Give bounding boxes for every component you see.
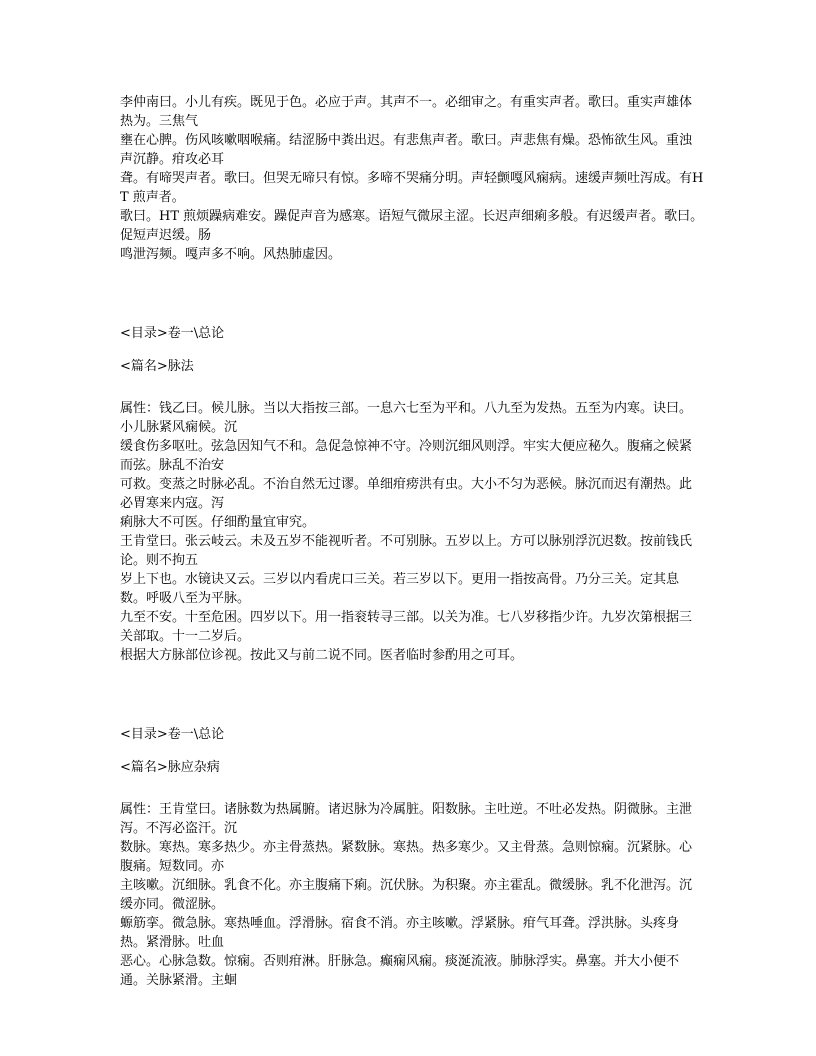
text-line: 属性：钱乙曰。候儿脉。当以大指按三部。一息六七至为平和。八九至为发热。五至为内寒。诀曰。小儿脉紧风痫候。沉 [120,401,693,435]
text-line: 主咳嗽。沉细脉。乳食不化。亦主腹痛下痢。沉伏脉。为积聚。亦主霍乱。微缓脉。乳不化泄泻。沉缓亦同。微涩脉。 [120,878,693,912]
catalog-heading: <目录>卷一\总论 [120,326,225,341]
text-line: 数脉。寒热。寒多热少。亦主骨蒸热。紧数脉。寒热。热多寒少。又主骨蒸。急则惊痫。沉紧脉。心腹痛。短数同。亦 [120,840,693,874]
text-line: 属性：王肯堂曰。诸脉数为热属腑。诸迟脉为冷属脏。阳数脉。主吐逆。不吐必发热。阴微脉。主泄泻。不泻必盗汗。沉 [120,802,693,836]
chapter-title: <篇名>脉法 [120,359,194,374]
text-line: 歌曰。HT 煎烦躁病难安。躁促声音为感寒。语短气微尿主涩。长迟声细痢多般。有迟缓声者。歌曰。促短声迟缓。肠 [120,209,704,243]
text-line: 可救。变蒸之时脉必乱。不治自然无过谬。单细疳痨洪有虫。大小不匀为恶候。脉沉而迟有潮热。此必胃寒来内寇。泻 [120,477,693,511]
text-line: 鸣泄泻频。嘎声多不响。风热肺虚因。 [120,247,342,262]
text-line: 壅在心脾。伤风咳嗽咽喉痛。结涩肠中粪出迟。有悲焦声者。歌曰。声悲焦有燥。恐怖欲生风。重浊声沉静。疳攻必耳 [120,133,693,167]
text-line: 根据大方脉部位诊视。按此又与前二说不同。医者临时参酌用之可耳。 [120,648,524,663]
text-line: 李仲南曰。小儿有疾。既见于色。必应于声。其声不一。必细审之。有重实声者。歌曰。重实声雄体热为。三焦气 [120,95,693,129]
text-line: 九至不安。十至危困。四岁以下。用一指衮转寻三部。以关为准。七八岁移指少许。九岁次第根据三关部取。十一二岁后。 [120,610,693,644]
text-line: 聋。有啼哭声者。歌曰。但哭无啼只有惊。多啼不哭痛分明。声轻颤嘎风痫病。速缓声频吐泻成。有HT 煎声者。 [120,171,704,205]
text-line: 恶心。心脉急数。惊痫。否则疳淋。肝脉急。癫痫风痫。痰涎流液。肺脉浮实。鼻塞。并大小便不通。关脉紧滑。主蛔 [120,954,680,988]
catalog-heading: <目录>卷一\总论 [120,727,225,742]
chapter-title: <篇名>脉应杂病 [120,760,220,775]
text-line: 岁上下也。水镜诀又云。三岁以内看虎口三关。若三岁以下。更用一指按高骨。乃分三关。定其息数。呼吸八至为平脉。 [120,572,680,606]
section-mai-fa [120,324,704,665]
text-line: 痢脉大不可医。仔细酌量宜审究。 [120,515,316,530]
document-page [120,93,704,990]
intro-block [120,93,704,264]
text-line: 王肯堂曰。张云岐云。未及五岁不能视听者。不可别脉。五岁以上。方可以脉别浮沉迟数。按前钱氏论。则不拘五 [120,534,693,568]
section-mai-ying-za-bing [120,725,704,990]
text-line: 螈筋挛。微急脉。寒热唾血。浮滑脉。宿食不消。亦主咳嗽。浮紧脉。疳气耳聋。浮洪脉。头疼身热。紧滑脉。吐血 [120,916,680,950]
text-line: 缓食伤多呕吐。弦急因知气不和。急促急惊神不守。冷则沉细风则浮。牢实大便应秘久。腹痛之候紧而弦。脉乱不治安 [120,439,693,473]
